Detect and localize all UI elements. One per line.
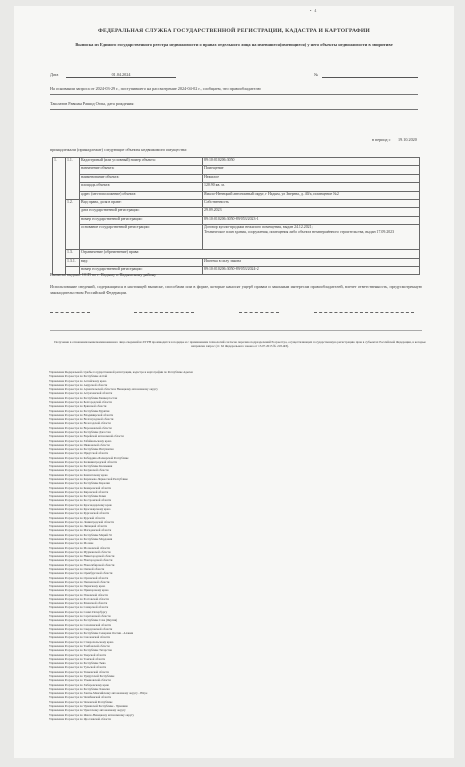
office-list-item: Управление Росреестра по Псковской области: [49, 592, 108, 597]
office-list-item: Управление Федеральной службы государственной регистрации, кадастра и картографии по Республике Адыгея: [49, 370, 193, 374]
office-list-item: Управление Росреестра по Кабардино-Балкарской Республике: [49, 455, 129, 460]
office-list-item: Управление Росреестра по Иркутской области: [49, 451, 109, 456]
office-list-item: Управление Росреестра по Камчатскому краю: [49, 472, 108, 477]
office-list-item: Управление Росреестра по Республике Карелия: [49, 481, 110, 486]
office-list-item: Управление Росреестра по Забайкальскому краю: [49, 438, 112, 443]
name-label: наименование объекта:: [80, 174, 203, 182]
address-value: Ямало-Ненецкий автономный округ, г Надым, ул Зверева, д. 40/а, помещение №2: [203, 191, 420, 199]
agency-title: ФЕДЕРАЛЬНАЯ СЛУЖБА ГОСУДАРСТВЕННОЙ РЕГИСТРАЦИИ, КАДАСТРА И КАРТОГРАФИИ: [98, 28, 370, 34]
office-list-item: Управление Росреестра по Краснодарскому краю: [49, 502, 112, 507]
office-list-item: Управление Росреестра по Чукотскому автономному округу: [49, 708, 126, 713]
office-list-item: Управление Росреестра по Новгородской области: [49, 558, 113, 563]
office-list-item: Управление Росреестра по Тамбовской области: [49, 644, 110, 648]
footnote: Получение в отношении вышепоименованного лица сведений из ЕГРН производится в порядке и с применением технологий согласно перечню подразделений Росреестра, осуществляющих государственную регистрацию прав в субъектах Российской Федерации, в которые направлен запрос (ст. 62 Федерального закона от 13.07.2015 № 218-ФЗ).: [54, 340, 426, 349]
office-list-item: Управление Росреестра по Республике Дагестан: [49, 429, 111, 434]
row-subnumber: 1.3.1.: [66, 258, 80, 266]
table-row: [53, 174, 420, 182]
table-row: [53, 258, 420, 266]
owner-line: Ташлатов Равшан Рашид Оглы, дата рождения:: [50, 101, 135, 106]
office-list-item: Управление Росреестра по Рязанской области: [49, 601, 108, 606]
table-row: [53, 191, 420, 199]
office-list-item: Управление Росреестра по Костромской области: [49, 498, 112, 503]
office-list-item: Управление Росреестра по Санкт-Петербургу: [49, 609, 108, 614]
office-list-item: Управление Росреестра по Республике Мордовия: [49, 536, 113, 541]
reg-number-label: номер государственной регистрации:: [80, 216, 203, 224]
office-list-item: Управление Росреестра по Республике Алтай: [49, 374, 108, 379]
encumbrance-type-value: Ипотека в силу закона: [203, 258, 420, 266]
office-list-item: Управление Росреестра по Красноярскому краю: [49, 507, 111, 511]
office-list-item: Управление Росреестра по Самарской области: [49, 605, 109, 610]
office-list-item: Управление Росреестра по Курганской области: [49, 511, 110, 516]
office-list-item: Управление Росреестра по Тульской области: [49, 665, 107, 670]
period-label: в период с: [372, 137, 391, 142]
row-number: 1.: [53, 158, 66, 275]
office-list-item: Управление Росреестра по Вологодской области: [49, 421, 111, 426]
address-label: адрес (местоположение) объекта:: [80, 191, 203, 199]
office-list-item: Управление Росреестра по Республике Коми: [49, 494, 106, 499]
reg-basis-value-b: Техническое план здания, сооружения, помещения либо объекта незавершённого строительства, выдан 17.09.2023: [204, 229, 395, 234]
office-list-item: Управление Росреестра по Тюменской области: [49, 669, 109, 674]
office-list-item: Управление Росреестра по Тверской области: [49, 652, 107, 657]
number-value-line: [322, 77, 418, 78]
office-list-item: Управление Росреестра по Орловской области: [49, 575, 109, 580]
property-table: [52, 157, 420, 275]
request-underline: [50, 94, 418, 95]
office-list-item: Управление Росреестра по Владимирской области: [49, 412, 114, 417]
issued-by: Выписка выдана: ОСП по г. Надыму и Надымскому району: [50, 272, 157, 277]
area-value: 120.90 кв. м.: [203, 183, 420, 191]
office-list-item: Управление Росреестра по Московской области: [49, 545, 110, 550]
office-list-item: Управление Росреестра по Воронежской области: [49, 425, 112, 430]
offices-list: [49, 370, 193, 721]
office-list-item: Управление Росреестра по Ставропольскому краю: [49, 639, 114, 644]
office-list-item: Управление Росреестра по Магаданской области: [49, 528, 112, 533]
row-subnumber: 1.1.: [66, 158, 80, 200]
office-list-item: Управление Росреестра по Калининградской области: [49, 459, 117, 464]
office-list-item: Управление Росреестра по Республике Северная Осетия - Алания: [49, 631, 134, 636]
office-list-item: Управление Росреестра по Республике Башкортостан: [49, 395, 118, 400]
office-list-item: Управление Росреестра по Ивановской области: [49, 442, 110, 447]
reg-basis-value-a: Договор купли-продажи нежилого помещения, выдан 24.12.2021;: [204, 225, 313, 230]
name-value: Нежилое: [203, 174, 420, 182]
period-value: 19.10.2020: [398, 137, 417, 142]
office-list-item: Управление Росреестра по Брянской области: [49, 404, 107, 409]
office-list-item: Управление Росреестра по Пензенской области: [49, 579, 110, 584]
purpose-value: Помещение: [203, 166, 420, 174]
extract-title: Выписка из Единого государственного реестра недвижимости о правах отдельного лица на имевшиеся(имеющиеся) у него объекты недвижимости в эвиритиве: [75, 42, 393, 47]
encumbrance-type-label: вид:: [80, 258, 203, 266]
table-row: [53, 250, 420, 258]
office-list-item: Управление Росреестра по Нижегородской области: [49, 554, 115, 559]
table-row: [53, 183, 420, 191]
table-row: [53, 208, 420, 216]
reg-basis-label: основание государственной регистрации:: [80, 225, 203, 250]
office-list-item: Управление Росреестра по Курской области: [49, 515, 105, 520]
office-list-item: Управление Росреестра по Чувашской Республике - Чувашии: [49, 703, 128, 708]
office-list-item: Управление Росреестра по Республике Ингушетия: [49, 447, 114, 452]
office-list-item: Управление Росреестра по Республике Саха (Якутия): [49, 618, 118, 623]
right-type-value: Собственность: [203, 199, 420, 207]
office-list-item: Управление Росреестра по Республике Марий Эл: [49, 532, 112, 537]
office-list-item: Управление Росреестра по Алтайскому краю: [49, 378, 107, 383]
table-row: [53, 199, 420, 207]
office-list-item: Управление Росреестра по Чеченской Республике: [49, 699, 113, 704]
office-list-item: Управление Росреестра по Хабаровскому краю: [49, 682, 110, 687]
office-list-item: Управление Росреестра по Ярославской области: [49, 716, 111, 721]
document-page: [14, 6, 454, 758]
area-label: площадь объекта:: [80, 183, 203, 191]
table-row: [53, 166, 420, 174]
office-list-item: Управление Росреестра по Томской области: [49, 656, 106, 661]
request-line: На основании запроса от 2024-03-29 г., поступившего на рассмотрение 2024-04-02 г., сообщаем, что правообладателю: [50, 86, 261, 91]
office-list-item: Управление Росреестра по Омской области: [49, 566, 105, 571]
office-list-item: Управление Росреестра по Пермскому краю: [49, 584, 106, 589]
office-list-item: Управление Росреестра по Кемеровской области: [49, 485, 112, 490]
office-list-item: Управление Росреестра по Сахалинской области: [49, 622, 112, 627]
purpose-label: назначение объекта:: [80, 166, 203, 174]
office-list-item: Управление Росреестра по Ханты-Мансийскому автономному округу - Югре: [49, 691, 148, 696]
office-list-item: Управление Росреестра по Белгородской области: [49, 399, 112, 404]
office-list-item: Управление Росреестра по Республике Хакасия: [49, 686, 110, 691]
office-list-item: Управление Росреестра по Оренбургской области: [49, 571, 113, 576]
office-list-item: Управление Росреестра по Архангельской области и Ненецкому автономному округу: [49, 387, 158, 392]
row-subnumber: 1.3.: [66, 250, 80, 258]
corner-marks: • 4: [310, 8, 317, 13]
belong-line: принадлежали (принадлежат) следующие объекты недвижимого имущества:: [50, 147, 188, 152]
office-list-item: Управление Росреестра по Кировской области: [49, 489, 109, 494]
office-list-item: Управление Росреестра по Челябинской области: [49, 695, 112, 700]
owner-underline: [50, 109, 418, 110]
office-list-item: Управление Росреестра по Ямало-Ненецкому автономному округу: [49, 712, 135, 717]
signature-dash-1: [50, 312, 90, 313]
office-list-item: Управление Росреестра по Саратовской области: [49, 614, 111, 619]
reg-date-label: дата государственной регистрации:: [80, 208, 203, 216]
office-list-item: Управление Росреестра по Мурманской области: [49, 549, 111, 554]
signature-dash-3: [239, 312, 279, 313]
office-list-item: Управление Росреестра по Амурской области: [49, 382, 108, 387]
reg-basis-value: [203, 225, 420, 250]
signature-dash-4: [314, 312, 414, 313]
office-list-item: Управление Росреестра по Еврейской автономной области: [49, 434, 124, 439]
table-row: [53, 216, 420, 224]
table-row: [53, 225, 420, 250]
office-list-item: Управление Росреестра по Республике Калмыкия: [49, 464, 113, 469]
number-label: №: [314, 72, 318, 77]
table-row: [53, 158, 420, 166]
office-list-item: Управление Росреестра по Карачаево-Черкесской Республике: [49, 477, 128, 482]
office-list-item: Управление Росреестра по Свердловской области: [49, 626, 113, 631]
office-list-item: Управление Росреестра по Астраханской области: [49, 391, 113, 396]
cadastral-label: Кадастровый (или условный) номер объекта:: [80, 158, 203, 166]
office-list-item: Управление Росреестра по Ленинградской области: [49, 519, 114, 524]
office-list-item: Управление Росреестра по Республике Татарстан: [49, 648, 112, 653]
separator-line: [50, 330, 422, 331]
right-type-label: Вид права, доля в праве:: [80, 199, 203, 207]
office-list-item: Управление Росреестра по Ростовской области: [49, 596, 109, 601]
cadastral-value: 89:10:010206:3050: [203, 158, 420, 166]
encumbrance-number-value: 89:10:010206:3050-89/053/2024-2: [203, 266, 420, 274]
row-subnumber: 1.2.: [66, 199, 80, 249]
encumbrance-number-label: номер государственной регистрации:: [80, 266, 203, 274]
office-list-item: Управление Росреестра по Республике Тыва: [49, 661, 106, 666]
office-list-item: Управление Росреестра по Смоленской области: [49, 635, 110, 640]
reg-number-value: 89:10:010206:3050-89/053/2023-1: [203, 216, 420, 224]
office-list-item: Управление Росреестра по Новосибирской области: [49, 562, 115, 567]
date-value: 01.04.2024: [66, 72, 176, 78]
office-list-item: Управление Росреестра по Волгоградской области: [49, 417, 114, 422]
office-list-item: Управление Росреестра по Удмуртской Республике: [49, 673, 115, 678]
office-list-item: Управление Росреестра по Ульяновской области: [49, 678, 111, 683]
date-label: Дата: [50, 72, 59, 77]
signature-dash-2: [134, 312, 194, 313]
office-list-item: Управление Росреестра по Москве: [49, 541, 94, 546]
office-list-item: Управление Росреестра по Калужской области: [49, 468, 109, 473]
usage-notice: Использование сведений, содержащихся в настоящей выписке, способами или в форме, которые наносят ущерб правам и законным интересам правообладателей, влечет ответственность, предусмотренную законодательством Российской Федерации.: [50, 284, 422, 295]
reg-date-value: 29.09.2023: [203, 208, 420, 216]
office-list-item: Управление Росреестра по Республике Бурятия: [49, 408, 110, 413]
office-list-item: Управление Росреестра по Липецкой области: [49, 524, 108, 529]
office-list-item: Управление Росреестра по Приморскому краю: [49, 588, 109, 593]
encumbrance-label: Ограничение (обременение) права:: [80, 250, 420, 258]
